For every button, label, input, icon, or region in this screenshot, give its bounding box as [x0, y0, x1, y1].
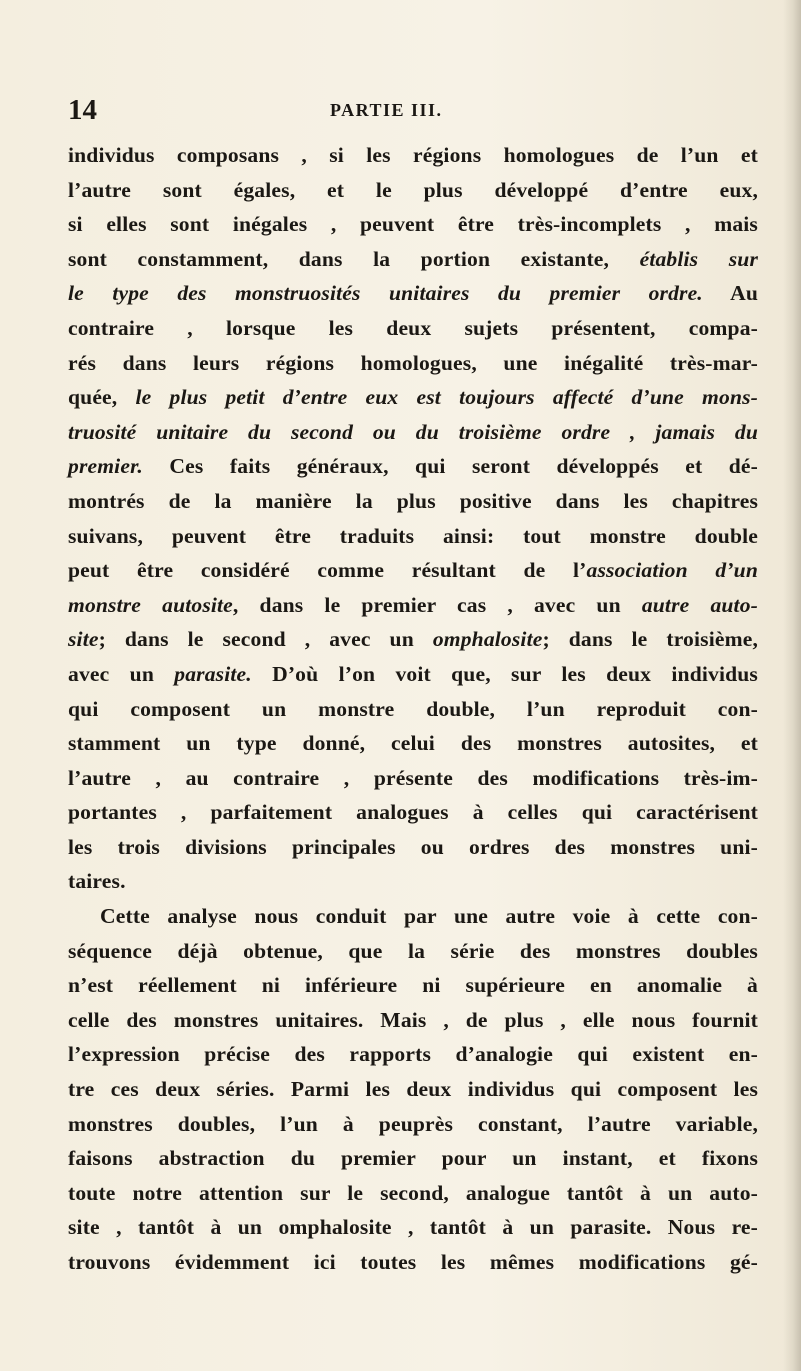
- text-segment: peut être considéré comme résultant de l’: [68, 558, 587, 583]
- text-segment: qui composent un monstre double, l’un reproduit con-: [68, 696, 758, 721]
- italic-text: le type des monstruosités unitaires du premier ordre.: [68, 281, 703, 306]
- text-segment: rés dans leurs régions homologues, une inégalité très-mar-: [68, 350, 758, 375]
- text-line: [68, 968, 758, 1003]
- text-segment: contraire , lorsque les deux sujets présentent, compa-: [68, 315, 758, 340]
- text-line: [68, 311, 758, 346]
- text-line: [68, 692, 758, 727]
- text-segment: sont constamment, dans la portion existante,: [68, 246, 640, 271]
- italic-text: site: [68, 627, 99, 652]
- text-line: [68, 726, 758, 761]
- text-line: [68, 1176, 758, 1211]
- text-line: [68, 1037, 758, 1072]
- text-segment: l’autre sont égales, et le plus développé d’entre eux,: [68, 177, 758, 202]
- text-line: [68, 1141, 758, 1176]
- italic-text: monstre autosite: [68, 592, 233, 617]
- text-line: [68, 1072, 758, 1107]
- page-edge-shadow: [783, 0, 801, 1371]
- text-line: [68, 761, 758, 796]
- text-segment: individus composans , si les régions homologues de l’un et: [68, 143, 758, 167]
- text-line: [68, 588, 758, 623]
- italic-text: parasite.: [174, 661, 252, 686]
- text-line: [68, 207, 758, 242]
- text-segment: quée,: [68, 385, 136, 410]
- text-segment: l’autre , au contraire , présente des modifications très-im-: [68, 765, 758, 790]
- text-line: [68, 830, 758, 865]
- text-segment: stamment un type donné, celui des monstres autosites, et: [68, 731, 758, 756]
- text-line: [68, 795, 758, 830]
- italic-text: omphalosite: [432, 627, 543, 652]
- text-line: [68, 864, 758, 899]
- text-segment: taires.: [68, 869, 126, 894]
- italic-text: autre auto-: [641, 592, 758, 617]
- text-line: [68, 622, 758, 657]
- running-title: PARTIE III.: [330, 100, 443, 120]
- text-segment: monstres doubles, l’un à peuprès constant, l’autre variable,: [68, 1111, 758, 1136]
- text-line: [68, 1245, 758, 1280]
- body-text: [68, 138, 758, 1280]
- text-line: [68, 276, 758, 311]
- italic-text: truosité unitaire du second ou du troisième ordre , jamais du: [68, 419, 758, 444]
- text-segment: avec un: [68, 661, 175, 686]
- text-segment: trouvons évidemment ici toutes les mêmes modifications gé-: [68, 1250, 758, 1274]
- text-segment: ; dans le troisième,: [542, 627, 759, 652]
- text-segment: les trois divisions principales ou ordres des monstres uni-: [68, 834, 758, 859]
- text-segment: , dans le premier cas , avec un: [232, 592, 642, 617]
- text-segment: portantes , parfaitement analogues à celles qui caractérisent: [68, 800, 758, 825]
- italic-text: établis sur: [639, 246, 758, 271]
- text-segment: tre ces deux séries. Parmi les deux individus qui composent les: [68, 1077, 758, 1102]
- text-segment: celle des monstres unitaires. Mais , de plus , elle nous fournit: [68, 1007, 758, 1032]
- text-line: [68, 242, 758, 277]
- running-head: [68, 92, 758, 128]
- text-line: [68, 346, 758, 381]
- page-number: 14: [68, 94, 97, 126]
- text-line: [68, 415, 758, 450]
- text-line: [68, 138, 758, 173]
- text-segment: toute notre attention sur le second, analogue tantôt à un auto-: [68, 1180, 758, 1205]
- text-segment: faisons abstraction du premier pour un instant, et fixons: [68, 1146, 758, 1171]
- text-segment: Au: [702, 281, 759, 306]
- text-line: [68, 1107, 758, 1142]
- text-line: [68, 484, 758, 519]
- text-segment: séquence déjà obtenue, que la série des monstres doubles: [68, 938, 758, 963]
- italic-text: association d’un: [586, 558, 758, 583]
- text-line: [68, 934, 758, 969]
- italic-text: premier.: [68, 454, 143, 479]
- text-line: [68, 380, 758, 415]
- text-segment: Ces faits généraux, qui seront développés et dé-: [142, 454, 758, 479]
- text-line: [68, 449, 758, 484]
- text-segment: si elles sont inégales , peuvent être très-incomplets , mais: [68, 212, 758, 237]
- text-line: [68, 553, 758, 588]
- text-line: [68, 173, 758, 208]
- italic-text: le plus petit d’entre eux est toujours affecté d’une mons-: [135, 385, 758, 410]
- text-line: [68, 1210, 758, 1245]
- text-segment: suivans, peuvent être traduits ainsi: tout monstre double: [68, 523, 758, 548]
- text-segment: l’expression précise des rapports d’analogie qui existent en-: [68, 1042, 758, 1067]
- text-segment: D’où l’on voit que, sur les deux individus: [251, 661, 758, 686]
- text-segment: ; dans le second , avec un: [98, 627, 433, 652]
- text-segment: site , tantôt à un omphalosite , tantôt à un parasite. Nous re-: [68, 1215, 758, 1240]
- text-segment: n’est réellement ni inférieure ni supérieure en anomalie à: [68, 973, 758, 998]
- text-line: [68, 657, 758, 692]
- text-line: [68, 519, 758, 554]
- text-segment: montrés de la manière la plus positive dans les chapitres: [68, 488, 758, 513]
- text-segment: Cette analyse nous conduit par une autre voie à cette con-: [100, 904, 758, 929]
- text-line: [68, 899, 758, 934]
- text-line: [68, 1003, 758, 1038]
